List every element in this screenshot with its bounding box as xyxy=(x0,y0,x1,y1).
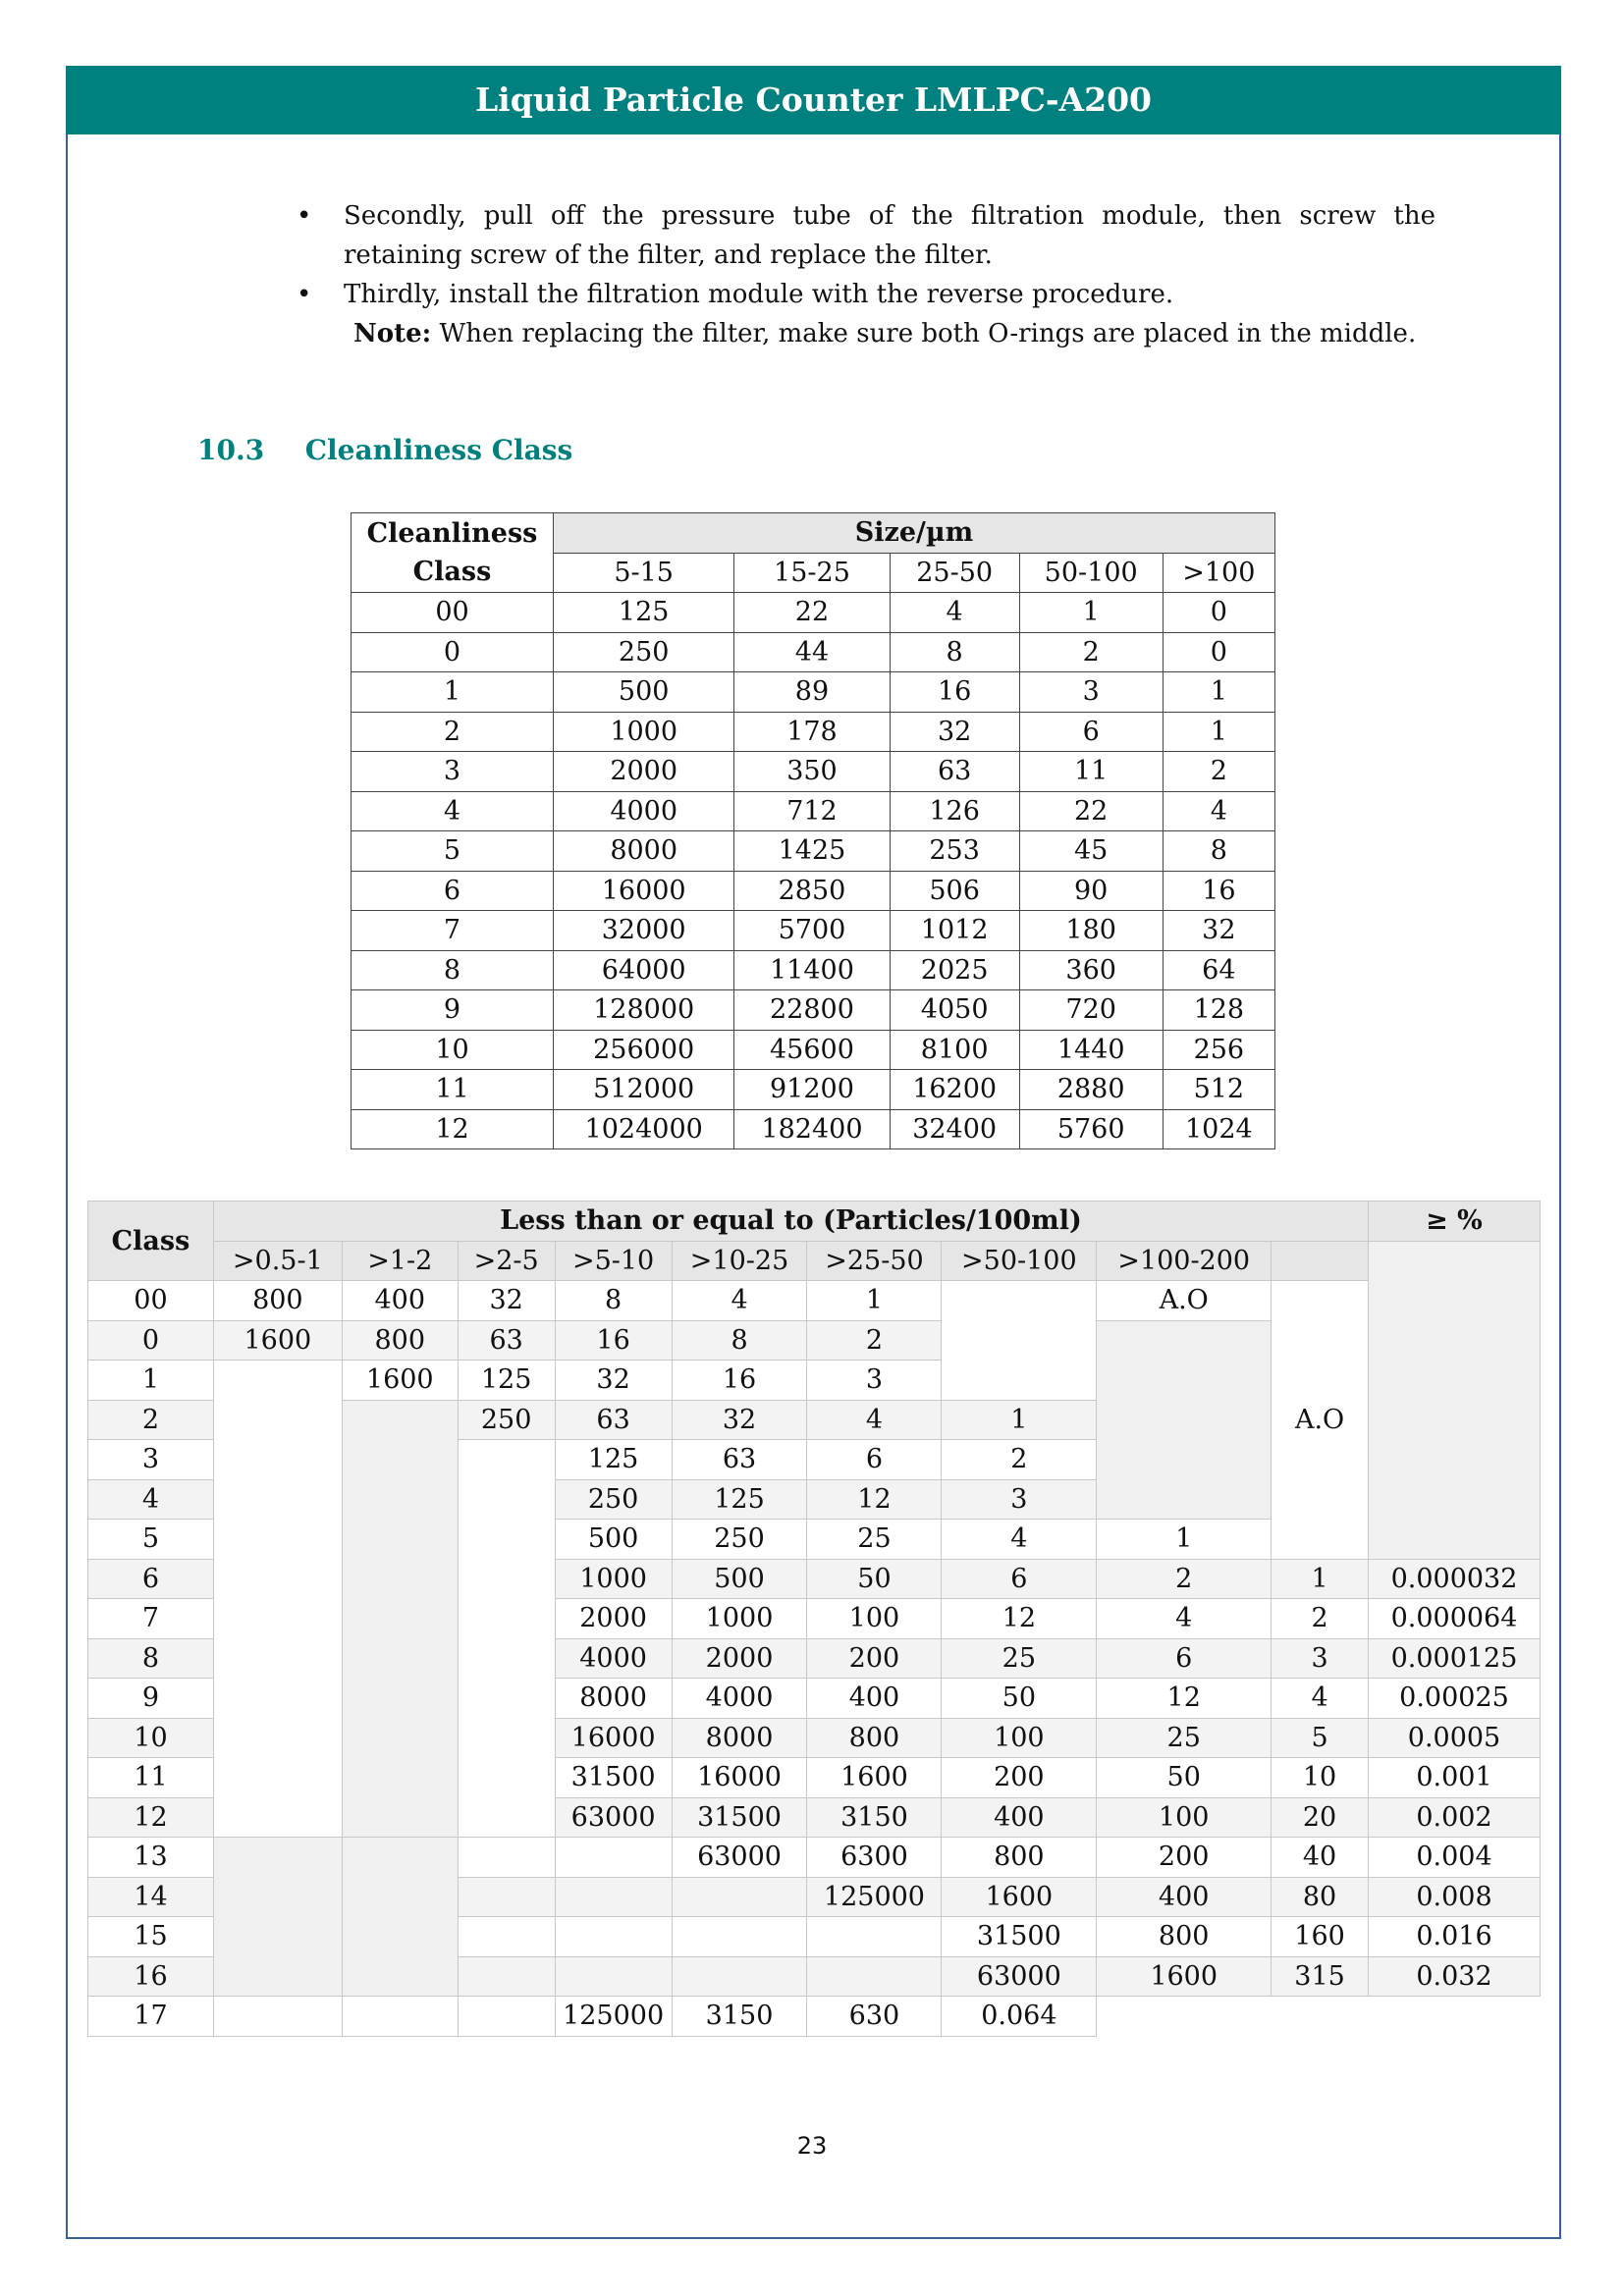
table-cell: 3 xyxy=(1272,1638,1369,1679)
column-header: >50-100 xyxy=(942,1241,1097,1281)
table-row xyxy=(352,950,1275,990)
table-cell: 800 xyxy=(807,1718,942,1758)
table-cell: 125 xyxy=(554,593,734,633)
table-cell: 89 xyxy=(734,672,890,713)
table-cell: 2850 xyxy=(734,871,890,911)
section-heading xyxy=(197,434,572,466)
blank-cell xyxy=(555,1956,672,1997)
class-cell: 15 xyxy=(88,1917,214,1957)
column-header: >5-10 xyxy=(555,1241,672,1281)
column-header: >1-2 xyxy=(342,1241,458,1281)
column-header: >2-5 xyxy=(458,1241,555,1281)
table-cell: 63 xyxy=(890,752,1019,792)
table-cell: 22 xyxy=(734,593,890,633)
table-cell: 1600 xyxy=(1097,1956,1272,1997)
table-cell: 1 xyxy=(942,1400,1097,1440)
table-cell: 4 xyxy=(672,1281,807,1321)
blank-cell xyxy=(672,1877,807,1917)
table-cell: 800 xyxy=(213,1281,342,1321)
table-cell: 31500 xyxy=(555,1758,672,1798)
table-cell: 128000 xyxy=(554,990,734,1031)
table-cell: 6 xyxy=(352,871,554,911)
table-cell: 45 xyxy=(1019,831,1163,872)
class-cell: 5 xyxy=(88,1520,214,1560)
table-cell: 400 xyxy=(1097,1877,1272,1917)
table-cell: 100 xyxy=(807,1599,942,1639)
blank-cell xyxy=(555,1838,672,1878)
table-cell: 32000 xyxy=(554,911,734,951)
table-cell: 800 xyxy=(942,1838,1097,1878)
blank-cell xyxy=(1097,1320,1272,1520)
table-cell: 8000 xyxy=(555,1679,672,1719)
table-cell: 50 xyxy=(1097,1758,1272,1798)
table-cell: 1024 xyxy=(1163,1109,1274,1149)
table-cell: 12 xyxy=(942,1599,1097,1639)
table-cell: 32 xyxy=(555,1361,672,1401)
table-cell: 4 xyxy=(352,791,554,831)
table-cell: 2 xyxy=(1019,632,1163,672)
blank-cell xyxy=(1369,1241,1541,1559)
blank-cell xyxy=(342,1400,458,1838)
table-cell: 6300 xyxy=(807,1838,942,1878)
table-cell: 1000 xyxy=(554,712,734,752)
table-cell: 200 xyxy=(942,1758,1097,1798)
percent-cell: 0.0005 xyxy=(1369,1718,1541,1758)
group-header: Less than or equal to (Particles/100ml) xyxy=(213,1201,1368,1242)
blank-cell xyxy=(342,1838,458,1997)
table-cell: 5700 xyxy=(734,911,890,951)
table-cell: 250 xyxy=(554,632,734,672)
blank-cell xyxy=(807,1917,942,1957)
table-cell: 256 xyxy=(1163,1030,1274,1070)
table-cell: 4000 xyxy=(672,1679,807,1719)
table-cell: 4 xyxy=(1097,1599,1272,1639)
ao-cell: A.O xyxy=(1272,1281,1369,1560)
table-cell: 1 xyxy=(1272,1559,1369,1599)
note xyxy=(295,314,1435,353)
class-header: Class xyxy=(88,1201,214,1281)
table-cell: 8 xyxy=(352,950,554,990)
table-cell: 32 xyxy=(1163,911,1274,951)
blank-cell xyxy=(213,1838,342,1997)
table-cell: 4 xyxy=(942,1520,1097,1560)
table-cell: 25 xyxy=(807,1520,942,1560)
table-cell: 360 xyxy=(1019,950,1163,990)
table-cell: 3150 xyxy=(807,1797,942,1838)
percent-cell: 0.016 xyxy=(1369,1917,1541,1957)
table-cell: 8 xyxy=(672,1320,807,1361)
table-cell: 126 xyxy=(890,791,1019,831)
table-row xyxy=(352,712,1275,752)
table-cell: 800 xyxy=(1097,1917,1272,1957)
table-cell: 250 xyxy=(458,1400,555,1440)
page-header: Liquid Particle Counter LMLPC-A200 xyxy=(66,66,1561,134)
table-cell: 500 xyxy=(554,672,734,713)
table-row xyxy=(352,831,1275,872)
blank-cell xyxy=(458,1877,555,1917)
blank-cell xyxy=(458,1956,555,1997)
class-cell: 14 xyxy=(88,1877,214,1917)
bullet-text: Thirdly, install the filtration module with the reverse procedure. xyxy=(344,280,1174,309)
table-cell: 200 xyxy=(1097,1838,1272,1878)
table-cell: 512 xyxy=(1163,1070,1274,1110)
section-number: 10.3 xyxy=(197,434,265,466)
percent-cell: 0.004 xyxy=(1369,1838,1541,1878)
blank-cell xyxy=(807,1956,942,1997)
table-cell: 250 xyxy=(672,1520,807,1560)
table-cell: 1600 xyxy=(342,1361,458,1401)
column-header: >100 xyxy=(1163,553,1274,593)
class-cell: 11 xyxy=(88,1758,214,1798)
table-cell: 31500 xyxy=(942,1917,1097,1957)
table-row xyxy=(352,593,1275,633)
table-cell: 4 xyxy=(1272,1679,1369,1719)
table-cell: 63 xyxy=(458,1320,555,1361)
size-header: Size/µm xyxy=(554,513,1275,554)
table-cell: 1600 xyxy=(807,1758,942,1798)
table-cell: 10 xyxy=(1272,1758,1369,1798)
ao-cell: A.O xyxy=(1097,1281,1272,1321)
table-row xyxy=(352,752,1275,792)
table-cell: 91200 xyxy=(734,1070,890,1110)
percent-cell: 0.000064 xyxy=(1369,1599,1541,1639)
table-cell: 8 xyxy=(890,632,1019,672)
table-cell: 31500 xyxy=(672,1797,807,1838)
table-cell: 32 xyxy=(458,1281,555,1321)
table-cell: 11 xyxy=(352,1070,554,1110)
table-cell: 1 xyxy=(1097,1520,1272,1560)
table-cell: 64 xyxy=(1163,950,1274,990)
table-cell: 1000 xyxy=(672,1599,807,1639)
table-cell: 00 xyxy=(352,593,554,633)
table-cell: 128 xyxy=(1163,990,1274,1031)
table-cell: 1425 xyxy=(734,831,890,872)
column-header: 15-25 xyxy=(734,553,890,593)
blank-cell xyxy=(555,1917,672,1957)
table-cell: 11400 xyxy=(734,950,890,990)
blank-cell xyxy=(458,1997,555,2037)
percent-cell: 0.001 xyxy=(1369,1758,1541,1798)
table-cell: 1 xyxy=(1019,593,1163,633)
table-cell: 16 xyxy=(890,672,1019,713)
bullet-list xyxy=(295,196,1435,353)
bullet-icon: • xyxy=(297,280,312,309)
table-cell: 712 xyxy=(734,791,890,831)
bullet-item xyxy=(295,275,1435,314)
table-cell: 12 xyxy=(1097,1679,1272,1719)
percent-header: ≥ % xyxy=(1369,1201,1541,1242)
table-cell: 1 xyxy=(807,1281,942,1321)
table-cell: 1 xyxy=(1163,672,1274,713)
table-cell: 25 xyxy=(1097,1718,1272,1758)
blank-cell xyxy=(458,1440,555,1838)
cleanliness-size-table xyxy=(351,512,1275,1149)
class-cell: 3 xyxy=(88,1440,214,1480)
table-cell: 500 xyxy=(555,1520,672,1560)
table-cell: 8000 xyxy=(672,1718,807,1758)
table-cell: 1600 xyxy=(213,1320,342,1361)
table-cell: 800 xyxy=(342,1320,458,1361)
table-cell: 12 xyxy=(352,1109,554,1149)
table-cell: 22 xyxy=(1019,791,1163,831)
table-cell: 16 xyxy=(555,1320,672,1361)
column-header: 5-15 xyxy=(554,553,734,593)
table-cell: 5 xyxy=(352,831,554,872)
header-row xyxy=(88,1201,1541,1242)
table-cell: 10 xyxy=(352,1030,554,1070)
column-header: >0.5-1 xyxy=(213,1241,342,1281)
table-cell: 350 xyxy=(734,752,890,792)
class-cell: 2 xyxy=(88,1400,214,1440)
table-cell: 3 xyxy=(942,1479,1097,1520)
table-cell: 125 xyxy=(672,1479,807,1520)
class-cell: 4 xyxy=(88,1479,214,1520)
table-cell: 32 xyxy=(890,712,1019,752)
table-cell: 16000 xyxy=(555,1718,672,1758)
table-cell: 44 xyxy=(734,632,890,672)
table-cell: 2 xyxy=(942,1440,1097,1480)
blank-cell xyxy=(213,1997,342,2037)
blank-cell xyxy=(555,1877,672,1917)
column-header xyxy=(1272,1241,1369,1281)
table-cell: 4 xyxy=(1163,791,1274,831)
table-cell: 90 xyxy=(1019,871,1163,911)
table-cell: 25 xyxy=(942,1638,1097,1679)
table-cell: 40 xyxy=(1272,1838,1369,1878)
percent-cell: 0.000032 xyxy=(1369,1559,1541,1599)
table-row xyxy=(88,1281,1541,1321)
blank-cell xyxy=(342,1997,458,2037)
percent-cell: 0.00025 xyxy=(1369,1679,1541,1719)
table-cell: 1 xyxy=(352,672,554,713)
class-cell: 0 xyxy=(88,1320,214,1361)
table-cell: 182400 xyxy=(734,1109,890,1149)
column-header: >10-25 xyxy=(672,1241,807,1281)
column-header: >100-200 xyxy=(1097,1241,1272,1281)
table-cell: 5760 xyxy=(1019,1109,1163,1149)
table-cell: 16000 xyxy=(672,1758,807,1798)
table-cell: 32400 xyxy=(890,1109,1019,1149)
table-cell: 100 xyxy=(942,1718,1097,1758)
class-header: Cleanliness Class xyxy=(352,513,554,593)
table-cell: 1024000 xyxy=(554,1109,734,1149)
table-cell: 500 xyxy=(672,1559,807,1599)
percent-cell: 0.032 xyxy=(1369,1956,1541,1997)
table-cell: 100 xyxy=(1097,1797,1272,1838)
table-cell: 400 xyxy=(807,1679,942,1719)
class-cell: 17 xyxy=(88,1997,214,2037)
table-cell: 12 xyxy=(807,1479,942,1520)
table-cell: 32 xyxy=(672,1400,807,1440)
bullet-icon: • xyxy=(297,201,312,231)
percent-cell: 0.008 xyxy=(1369,1877,1541,1917)
table-row xyxy=(352,791,1275,831)
table-row xyxy=(352,632,1275,672)
particle-count-table xyxy=(87,1201,1541,2037)
column-header: 25-50 xyxy=(890,553,1019,593)
table-cell: 720 xyxy=(1019,990,1163,1031)
table-cell: 506 xyxy=(890,871,1019,911)
table-cell: 4 xyxy=(807,1400,942,1440)
class-cell: 8 xyxy=(88,1638,214,1679)
table-cell: 0 xyxy=(1163,632,1274,672)
table-cell: 2000 xyxy=(555,1599,672,1639)
table-cell: 20 xyxy=(1272,1797,1369,1838)
note-text: When replacing the filter, make sure both O-rings are placed in the middle. xyxy=(431,319,1417,348)
percent-cell: 0.064 xyxy=(942,1997,1097,2037)
table-cell: 16000 xyxy=(554,871,734,911)
table-cell: 1600 xyxy=(942,1877,1097,1917)
table-cell: 64000 xyxy=(554,950,734,990)
header-row xyxy=(88,1241,1541,1281)
table-cell: 2 xyxy=(1097,1559,1272,1599)
table-cell: 7 xyxy=(352,911,554,951)
table-cell: 2025 xyxy=(890,950,1019,990)
table-cell: 63000 xyxy=(555,1797,672,1838)
table-cell: 3150 xyxy=(672,1997,807,2037)
table-cell: 250 xyxy=(555,1479,672,1520)
table-cell: 16 xyxy=(672,1361,807,1401)
table-cell: 2880 xyxy=(1019,1070,1163,1110)
class-cell: 00 xyxy=(88,1281,214,1321)
table-row xyxy=(352,1070,1275,1110)
table-cell: 6 xyxy=(1097,1638,1272,1679)
table-cell: 80 xyxy=(1272,1877,1369,1917)
table-cell: 1000 xyxy=(555,1559,672,1599)
table-cell: 45600 xyxy=(734,1030,890,1070)
blank-cell xyxy=(672,1956,807,1997)
table-cell: 63 xyxy=(555,1400,672,1440)
table-cell: 11 xyxy=(1019,752,1163,792)
class-cell: 1 xyxy=(88,1361,214,1401)
table-row xyxy=(352,1109,1275,1149)
percent-cell: 0.002 xyxy=(1369,1797,1541,1838)
table-row xyxy=(88,1997,1541,2037)
blank-cell xyxy=(458,1838,555,1878)
table-cell: 2 xyxy=(807,1320,942,1361)
table-cell: 1440 xyxy=(1019,1030,1163,1070)
table-cell: 630 xyxy=(807,1997,942,2037)
table-row xyxy=(88,1838,1541,1878)
table-cell: 4 xyxy=(890,593,1019,633)
table-cell: 6 xyxy=(1019,712,1163,752)
table-cell: 6 xyxy=(942,1559,1097,1599)
table-cell: 3 xyxy=(1019,672,1163,713)
bullet-item xyxy=(295,196,1435,275)
table-row xyxy=(352,990,1275,1031)
table-cell: 16 xyxy=(1163,871,1274,911)
table-cell: 63000 xyxy=(942,1956,1097,1997)
table-cell: 256000 xyxy=(554,1030,734,1070)
table-cell: 180 xyxy=(1019,911,1163,951)
class-cell: 13 xyxy=(88,1838,214,1878)
table-cell: 2 xyxy=(1272,1599,1369,1639)
class-cell: 12 xyxy=(88,1797,214,1838)
table-cell: 512000 xyxy=(554,1070,734,1110)
note-label: Note: xyxy=(353,319,432,348)
table-cell: 50 xyxy=(942,1679,1097,1719)
percent-cell: 0.000125 xyxy=(1369,1638,1541,1679)
table-cell: 125 xyxy=(458,1361,555,1401)
table-cell: 5 xyxy=(1272,1718,1369,1758)
table-cell: 178 xyxy=(734,712,890,752)
section-title: Cleanliness Class xyxy=(304,434,573,466)
table-cell: 125000 xyxy=(555,1997,672,2037)
table-row xyxy=(352,1030,1275,1070)
table-cell: 6 xyxy=(807,1440,942,1480)
table-cell: 2000 xyxy=(554,752,734,792)
blank-cell xyxy=(672,1917,807,1957)
table-cell: 2000 xyxy=(672,1638,807,1679)
table-cell: 1012 xyxy=(890,911,1019,951)
table-cell: 4050 xyxy=(890,990,1019,1031)
table-row xyxy=(352,911,1275,951)
table-cell: 0 xyxy=(1163,593,1274,633)
table-cell: 253 xyxy=(890,831,1019,872)
table-cell: 125 xyxy=(555,1440,672,1480)
table-cell: 400 xyxy=(942,1797,1097,1838)
table-cell: 8 xyxy=(555,1281,672,1321)
table-cell: 22800 xyxy=(734,990,890,1031)
table-cell: 2 xyxy=(352,712,554,752)
table-cell: 63 xyxy=(672,1440,807,1480)
class-cell: 9 xyxy=(88,1679,214,1719)
blank-cell xyxy=(942,1281,1097,1401)
table-row xyxy=(352,672,1275,713)
table-cell: 3 xyxy=(807,1361,942,1401)
table-cell: 16200 xyxy=(890,1070,1019,1110)
table-cell: 125000 xyxy=(807,1877,942,1917)
table-cell: 50 xyxy=(807,1559,942,1599)
blank-cell xyxy=(213,1361,342,1838)
table-cell: 1 xyxy=(1163,712,1274,752)
table-cell: 63000 xyxy=(672,1838,807,1878)
class-cell: 6 xyxy=(88,1559,214,1599)
table-cell: 315 xyxy=(1272,1956,1369,1997)
table-cell: 400 xyxy=(342,1281,458,1321)
page-number: 23 xyxy=(796,2132,828,2160)
table-cell: 8000 xyxy=(554,831,734,872)
table-cell: 0 xyxy=(352,632,554,672)
column-header: 50-100 xyxy=(1019,553,1163,593)
blank-cell xyxy=(458,1917,555,1957)
table-cell: 8 xyxy=(1163,831,1274,872)
table-cell: 9 xyxy=(352,990,554,1031)
bullet-text: Secondly, pull off the pressure tube of the filtration module, then screw the retaining screw of the filter, and replace the filter. xyxy=(344,201,1435,270)
class-cell: 16 xyxy=(88,1956,214,1997)
column-header: >25-50 xyxy=(807,1241,942,1281)
table-cell: 2 xyxy=(1163,752,1274,792)
class-cell: 10 xyxy=(88,1718,214,1758)
table-cell: 4000 xyxy=(554,791,734,831)
table-cell: 3 xyxy=(352,752,554,792)
table-cell: 4000 xyxy=(555,1638,672,1679)
table-cell: 8100 xyxy=(890,1030,1019,1070)
class-cell: 7 xyxy=(88,1599,214,1639)
table-cell: 200 xyxy=(807,1638,942,1679)
table-cell: 160 xyxy=(1272,1917,1369,1957)
table-row xyxy=(352,871,1275,911)
